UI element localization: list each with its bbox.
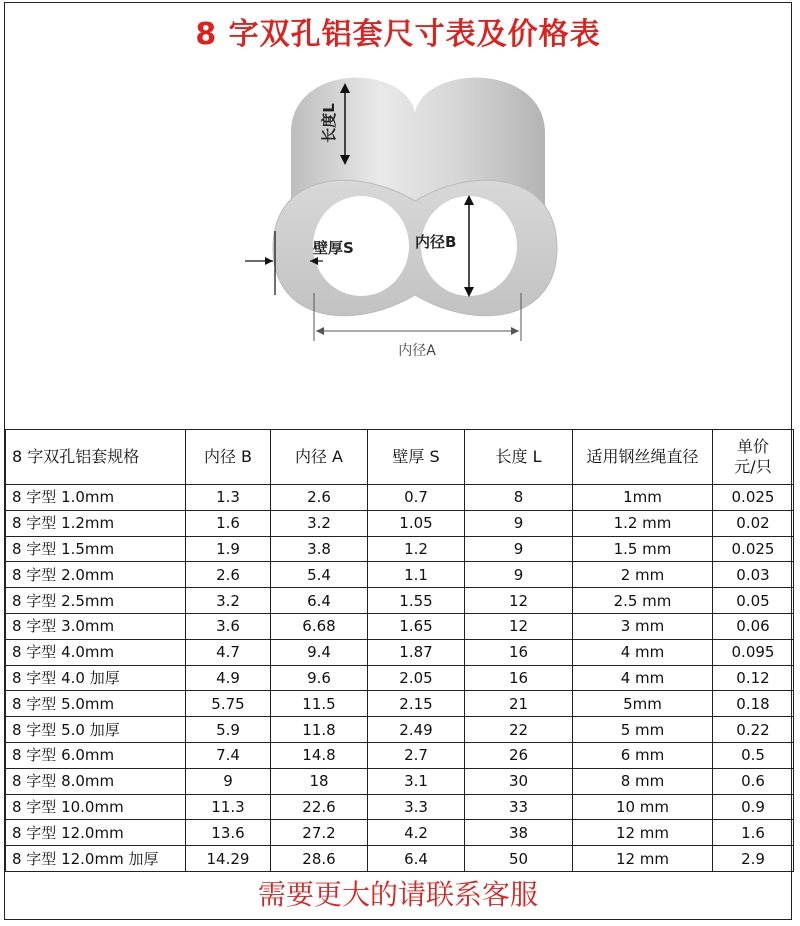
table-row bbox=[6, 485, 794, 511]
table-row bbox=[6, 536, 794, 562]
table-cell: 0.095 bbox=[713, 639, 794, 665]
table-cell: 0.06 bbox=[713, 613, 794, 639]
table-row bbox=[6, 717, 794, 743]
table-cell: 8 字型 2.0mm bbox=[6, 562, 186, 588]
table-cell: 3.2 bbox=[186, 588, 271, 614]
table-cell: 18 bbox=[271, 768, 368, 794]
table-cell: 2.9 bbox=[713, 846, 794, 872]
table-cell: 16 bbox=[465, 639, 573, 665]
inner-a-label: 内径A bbox=[398, 343, 436, 359]
table-cell: 2.5 mm bbox=[573, 588, 713, 614]
table-cell: 5.75 bbox=[186, 691, 271, 717]
table-cell: 8 字型 2.5mm bbox=[6, 588, 186, 614]
table-cell: 9.4 bbox=[271, 639, 368, 665]
table-cell: 2.6 bbox=[271, 485, 368, 511]
table-cell: 1.2 mm bbox=[573, 510, 713, 536]
table-cell: 4.9 bbox=[186, 665, 271, 691]
table-cell: 13.6 bbox=[186, 820, 271, 846]
table-cell: 10 mm bbox=[573, 794, 713, 820]
table-cell: 9 bbox=[465, 562, 573, 588]
table-cell: 22 bbox=[465, 717, 573, 743]
table-row bbox=[6, 665, 794, 691]
table-cell: 16 bbox=[465, 665, 573, 691]
table-row bbox=[6, 794, 794, 820]
table-cell: 8 字型 1.0mm bbox=[6, 485, 186, 511]
table-row bbox=[6, 846, 794, 872]
page-title: 8 字双孔铝套尺寸表及价格表 bbox=[195, 17, 601, 52]
table-cell: 8 字型 3.0mm bbox=[6, 613, 186, 639]
contact-footer: 需要更大的请联系客服 bbox=[257, 878, 538, 911]
table-cell: 7.4 bbox=[186, 742, 271, 768]
table-cell: 1.3 bbox=[186, 485, 271, 511]
table-row bbox=[6, 820, 794, 846]
spec-price-table bbox=[5, 429, 794, 872]
table-cell: 11.5 bbox=[271, 691, 368, 717]
table-cell: 1.5 mm bbox=[573, 536, 713, 562]
table-cell: 50 bbox=[465, 846, 573, 872]
table-cell: 9.6 bbox=[271, 665, 368, 691]
table-cell: 8 bbox=[465, 485, 573, 511]
table-cell: 14.8 bbox=[271, 742, 368, 768]
header-inner-a: 内径 A bbox=[271, 430, 368, 485]
table-cell: 8 字型 10.0mm bbox=[6, 794, 186, 820]
table-cell: 38 bbox=[465, 820, 573, 846]
table-cell: 2.15 bbox=[368, 691, 465, 717]
table-cell: 12 bbox=[465, 588, 573, 614]
inner-b-label: 内径B bbox=[415, 233, 457, 251]
header-spec: 8 字双孔铝套规格 bbox=[6, 430, 186, 485]
table-cell: 2.6 bbox=[186, 562, 271, 588]
table-cell: 1.6 bbox=[186, 510, 271, 536]
table-cell: 8 字型 5.0 加厚 bbox=[6, 717, 186, 743]
table-cell: 1.6 bbox=[713, 820, 794, 846]
table-cell: 9 bbox=[465, 510, 573, 536]
table-cell: 1mm bbox=[573, 485, 713, 511]
table-cell: 22.6 bbox=[271, 794, 368, 820]
table-cell: 9 bbox=[186, 768, 271, 794]
table-cell: 27.2 bbox=[271, 820, 368, 846]
table-cell: 28.6 bbox=[271, 846, 368, 872]
table-cell: 8 字型 1.2mm bbox=[6, 510, 186, 536]
table-cell: 26 bbox=[465, 742, 573, 768]
table-cell: 0.7 bbox=[368, 485, 465, 511]
table-cell: 1.1 bbox=[368, 562, 465, 588]
table-cell: 0.025 bbox=[713, 485, 794, 511]
table-cell: 0.03 bbox=[713, 562, 794, 588]
table-cell: 2.49 bbox=[368, 717, 465, 743]
table-cell: 5 mm bbox=[573, 717, 713, 743]
table-cell: 5mm bbox=[573, 691, 713, 717]
table-cell: 2.05 bbox=[368, 665, 465, 691]
table-cell: 4.7 bbox=[186, 639, 271, 665]
spec-table-wrapper bbox=[5, 429, 791, 872]
table-cell: 6 mm bbox=[573, 742, 713, 768]
table-body bbox=[6, 485, 794, 872]
table-cell: 8 字型 4.0mm bbox=[6, 639, 186, 665]
table-row bbox=[6, 691, 794, 717]
table-cell: 0.18 bbox=[713, 691, 794, 717]
table-cell: 1.05 bbox=[368, 510, 465, 536]
table-cell: 12 mm bbox=[573, 820, 713, 846]
table-cell: 0.22 bbox=[713, 717, 794, 743]
table-cell: 21 bbox=[465, 691, 573, 717]
table-cell: 3.6 bbox=[186, 613, 271, 639]
sleeve-diagram bbox=[5, 3, 791, 429]
table-cell: 0.9 bbox=[713, 794, 794, 820]
table-cell: 3.3 bbox=[368, 794, 465, 820]
table-cell: 12 bbox=[465, 613, 573, 639]
table-cell: 0.6 bbox=[713, 768, 794, 794]
table-cell: 8 字型 5.0mm bbox=[6, 691, 186, 717]
table-cell: 3.8 bbox=[271, 536, 368, 562]
table-cell: 1.9 bbox=[186, 536, 271, 562]
table-cell: 6.4 bbox=[368, 846, 465, 872]
table-cell: 8 字型 12.0mm bbox=[6, 820, 186, 846]
table-cell: 33 bbox=[465, 794, 573, 820]
length-label: 长度L bbox=[320, 103, 338, 143]
table-cell: 6.4 bbox=[271, 588, 368, 614]
price-sheet bbox=[4, 2, 792, 920]
table-cell: 2 mm bbox=[573, 562, 713, 588]
wall-label: 壁厚S bbox=[313, 239, 354, 257]
table-cell: 4 mm bbox=[573, 639, 713, 665]
header-unit-price: 单价 元/只 bbox=[713, 430, 794, 485]
table-row bbox=[6, 613, 794, 639]
table-cell: 8 字型 1.5mm bbox=[6, 536, 186, 562]
figure8-sleeve-illustration bbox=[5, 3, 793, 429]
table-cell: 8 字型 12.0mm 加厚 bbox=[6, 846, 186, 872]
table-cell: 12 mm bbox=[573, 846, 713, 872]
header-wire-diameter: 适用钢丝绳直径 bbox=[573, 430, 713, 485]
table-cell: 9 bbox=[465, 536, 573, 562]
table-cell: 6.68 bbox=[271, 613, 368, 639]
table-row bbox=[6, 742, 794, 768]
table-cell: 4 mm bbox=[573, 665, 713, 691]
table-cell: 1.2 bbox=[368, 536, 465, 562]
header-wall: 壁厚 S bbox=[368, 430, 465, 485]
table-cell: 14.29 bbox=[186, 846, 271, 872]
table-row bbox=[6, 562, 794, 588]
table-cell: 8 mm bbox=[573, 768, 713, 794]
header-inner-b: 内径 B bbox=[186, 430, 271, 485]
table-row bbox=[6, 639, 794, 665]
table-cell: 11.3 bbox=[186, 794, 271, 820]
header-length: 长度 L bbox=[465, 430, 573, 485]
table-cell: 0.5 bbox=[713, 742, 794, 768]
table-cell: 1.55 bbox=[368, 588, 465, 614]
table-cell: 30 bbox=[465, 768, 573, 794]
table-cell: 0.025 bbox=[713, 536, 794, 562]
table-cell: 8 字型 8.0mm bbox=[6, 768, 186, 794]
table-cell: 0.12 bbox=[713, 665, 794, 691]
table-cell: 4.2 bbox=[368, 820, 465, 846]
table-header-row bbox=[6, 430, 794, 485]
table-cell: 0.02 bbox=[713, 510, 794, 536]
table-row bbox=[6, 510, 794, 536]
table-row bbox=[6, 588, 794, 614]
table-cell: 2.7 bbox=[368, 742, 465, 768]
table-cell: 8 字型 6.0mm bbox=[6, 742, 186, 768]
table-cell: 3 mm bbox=[573, 613, 713, 639]
table-row bbox=[6, 768, 794, 794]
table-cell: 0.05 bbox=[713, 588, 794, 614]
table-cell: 8 字型 4.0 加厚 bbox=[6, 665, 186, 691]
table-cell: 3.1 bbox=[368, 768, 465, 794]
table-cell: 5.9 bbox=[186, 717, 271, 743]
table-cell: 1.87 bbox=[368, 639, 465, 665]
table-cell: 11.8 bbox=[271, 717, 368, 743]
table-cell: 5.4 bbox=[271, 562, 368, 588]
table-cell: 3.2 bbox=[271, 510, 368, 536]
table-cell: 1.65 bbox=[368, 613, 465, 639]
